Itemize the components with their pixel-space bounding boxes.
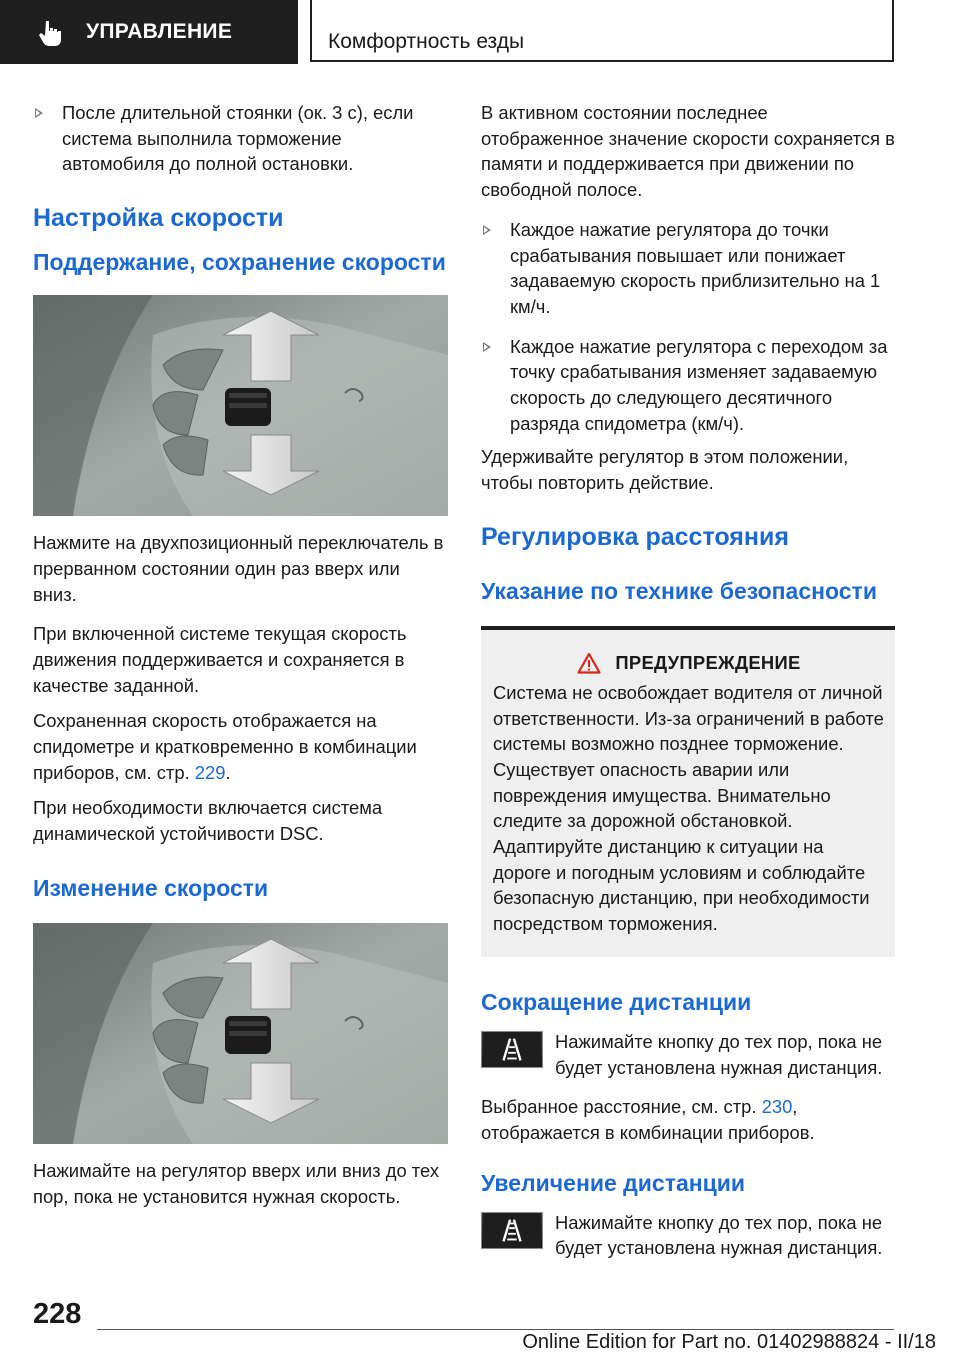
paragraph: При включенной системе текущая скорость движения поддерживается и сохраняется в качестве заданной. bbox=[33, 623, 407, 696]
warning-box bbox=[481, 626, 895, 957]
section-title: УПРАВЛЕНИЕ bbox=[86, 20, 233, 43]
warning-title: ПРЕДУПРЕЖДЕНИЕ bbox=[493, 652, 885, 674]
heading-keep-speed: Поддержание, сохранение скорости bbox=[33, 249, 446, 276]
paragraph: Сохраненная скорость отображается на спидометре и кратковременно в комбинации приборов, см. стр. 229. bbox=[33, 710, 417, 783]
heading-safety: Указание по технике безопасности bbox=[481, 577, 877, 604]
distance-reduce-icon bbox=[481, 1031, 543, 1068]
steering-wheel-controls-image bbox=[33, 295, 448, 516]
heading-increase-distance: Увеличение дистанции bbox=[481, 1169, 746, 1196]
heading-distance: Регулировка расстояния bbox=[481, 522, 789, 551]
triangle-bullet-icon bbox=[35, 108, 43, 118]
paragraph: При необходимости включается система динамической устойчивости DSC. bbox=[33, 797, 383, 845]
heading-change-speed: Изменение скорости bbox=[33, 874, 269, 901]
triangle-bullet-icon bbox=[483, 342, 491, 352]
chapter-title: Комфортность езды bbox=[328, 30, 525, 53]
footer-divider bbox=[97, 1329, 894, 1330]
page-link-229[interactable]: 229 bbox=[194, 761, 226, 783]
hand-pointer-icon bbox=[36, 17, 66, 47]
left-column bbox=[33, 100, 448, 1209]
warning-triangle-icon bbox=[577, 652, 601, 674]
paragraph: Нажимайте кнопку до тех пор, пока не будет установлена нужная дистанция. bbox=[555, 1030, 883, 1078]
steering-wheel-controls-image bbox=[33, 923, 448, 1144]
heading-reduce-distance: Сокращение дистанции bbox=[481, 988, 752, 1015]
paragraph: Удерживайте регулятор в этом положении, чтобы повторить действие. bbox=[481, 446, 849, 494]
list-item: Каждое нажатие регулятора с переходом за точку срабатывания изменяет задаваемую скорость до следующего десятичного разряда спидометра (км/ч). bbox=[481, 334, 895, 437]
warning-text: Система не освобождает водителя от личной ответственности. Из-за ограничений в работе системы возможно позднее торможение. Существует опасность аварии или повреждения имущества. Внимательно следите за дорожной обстановкой. Адаптируйте дистанцию к ситуации на дороге и погодным условиям и соблюдайте безопасную дистанцию, при необходимости посредством торможения. bbox=[493, 681, 884, 935]
right-column bbox=[481, 100, 895, 1261]
chapter-box bbox=[310, 0, 894, 62]
increase-distance-row bbox=[481, 1210, 895, 1261]
paragraph: Нажмите на двухпозиционный переключатель в прерванном состоянии один раз вверх или вниз. bbox=[33, 532, 444, 605]
list-item: После длительной стоянки (ок. 3 с), если система выполнила торможение автомобиля до полной остановки. bbox=[33, 100, 448, 177]
paragraph: Нажимайте кнопку до тех пор, пока не будет установлена нужная дистанция. bbox=[555, 1211, 883, 1259]
edition-text: Online Edition for Part no. 01402988824 - II/18 bbox=[522, 1331, 936, 1353]
paragraph: Нажимайте на регулятор вверх или вниз до тех пор, пока не установится нужная скорость. bbox=[33, 1159, 440, 1207]
page-link-230[interactable]: 230 bbox=[761, 1096, 793, 1118]
paragraph: Выбранное расстояние, см. стр. 230, отображается в комбинации приборов. bbox=[481, 1096, 815, 1143]
section-tab bbox=[0, 0, 298, 64]
page-number: 228 bbox=[33, 1298, 82, 1330]
list-item: Каждое нажатие регулятора до точки срабатывания повышает или понижает задаваемую скорость приблизительно на 1 км/ч. bbox=[481, 217, 895, 320]
paragraph: В активном состоянии последнее отображенное значение скорости сохраняется в памяти и поддерживается при движении по свободной полосе. bbox=[481, 102, 895, 201]
heading-speed-setting: Настройка скорости bbox=[33, 204, 284, 233]
reduce-distance-row bbox=[481, 1029, 895, 1080]
triangle-bullet-icon bbox=[483, 225, 491, 235]
distance-increase-icon bbox=[481, 1212, 543, 1249]
